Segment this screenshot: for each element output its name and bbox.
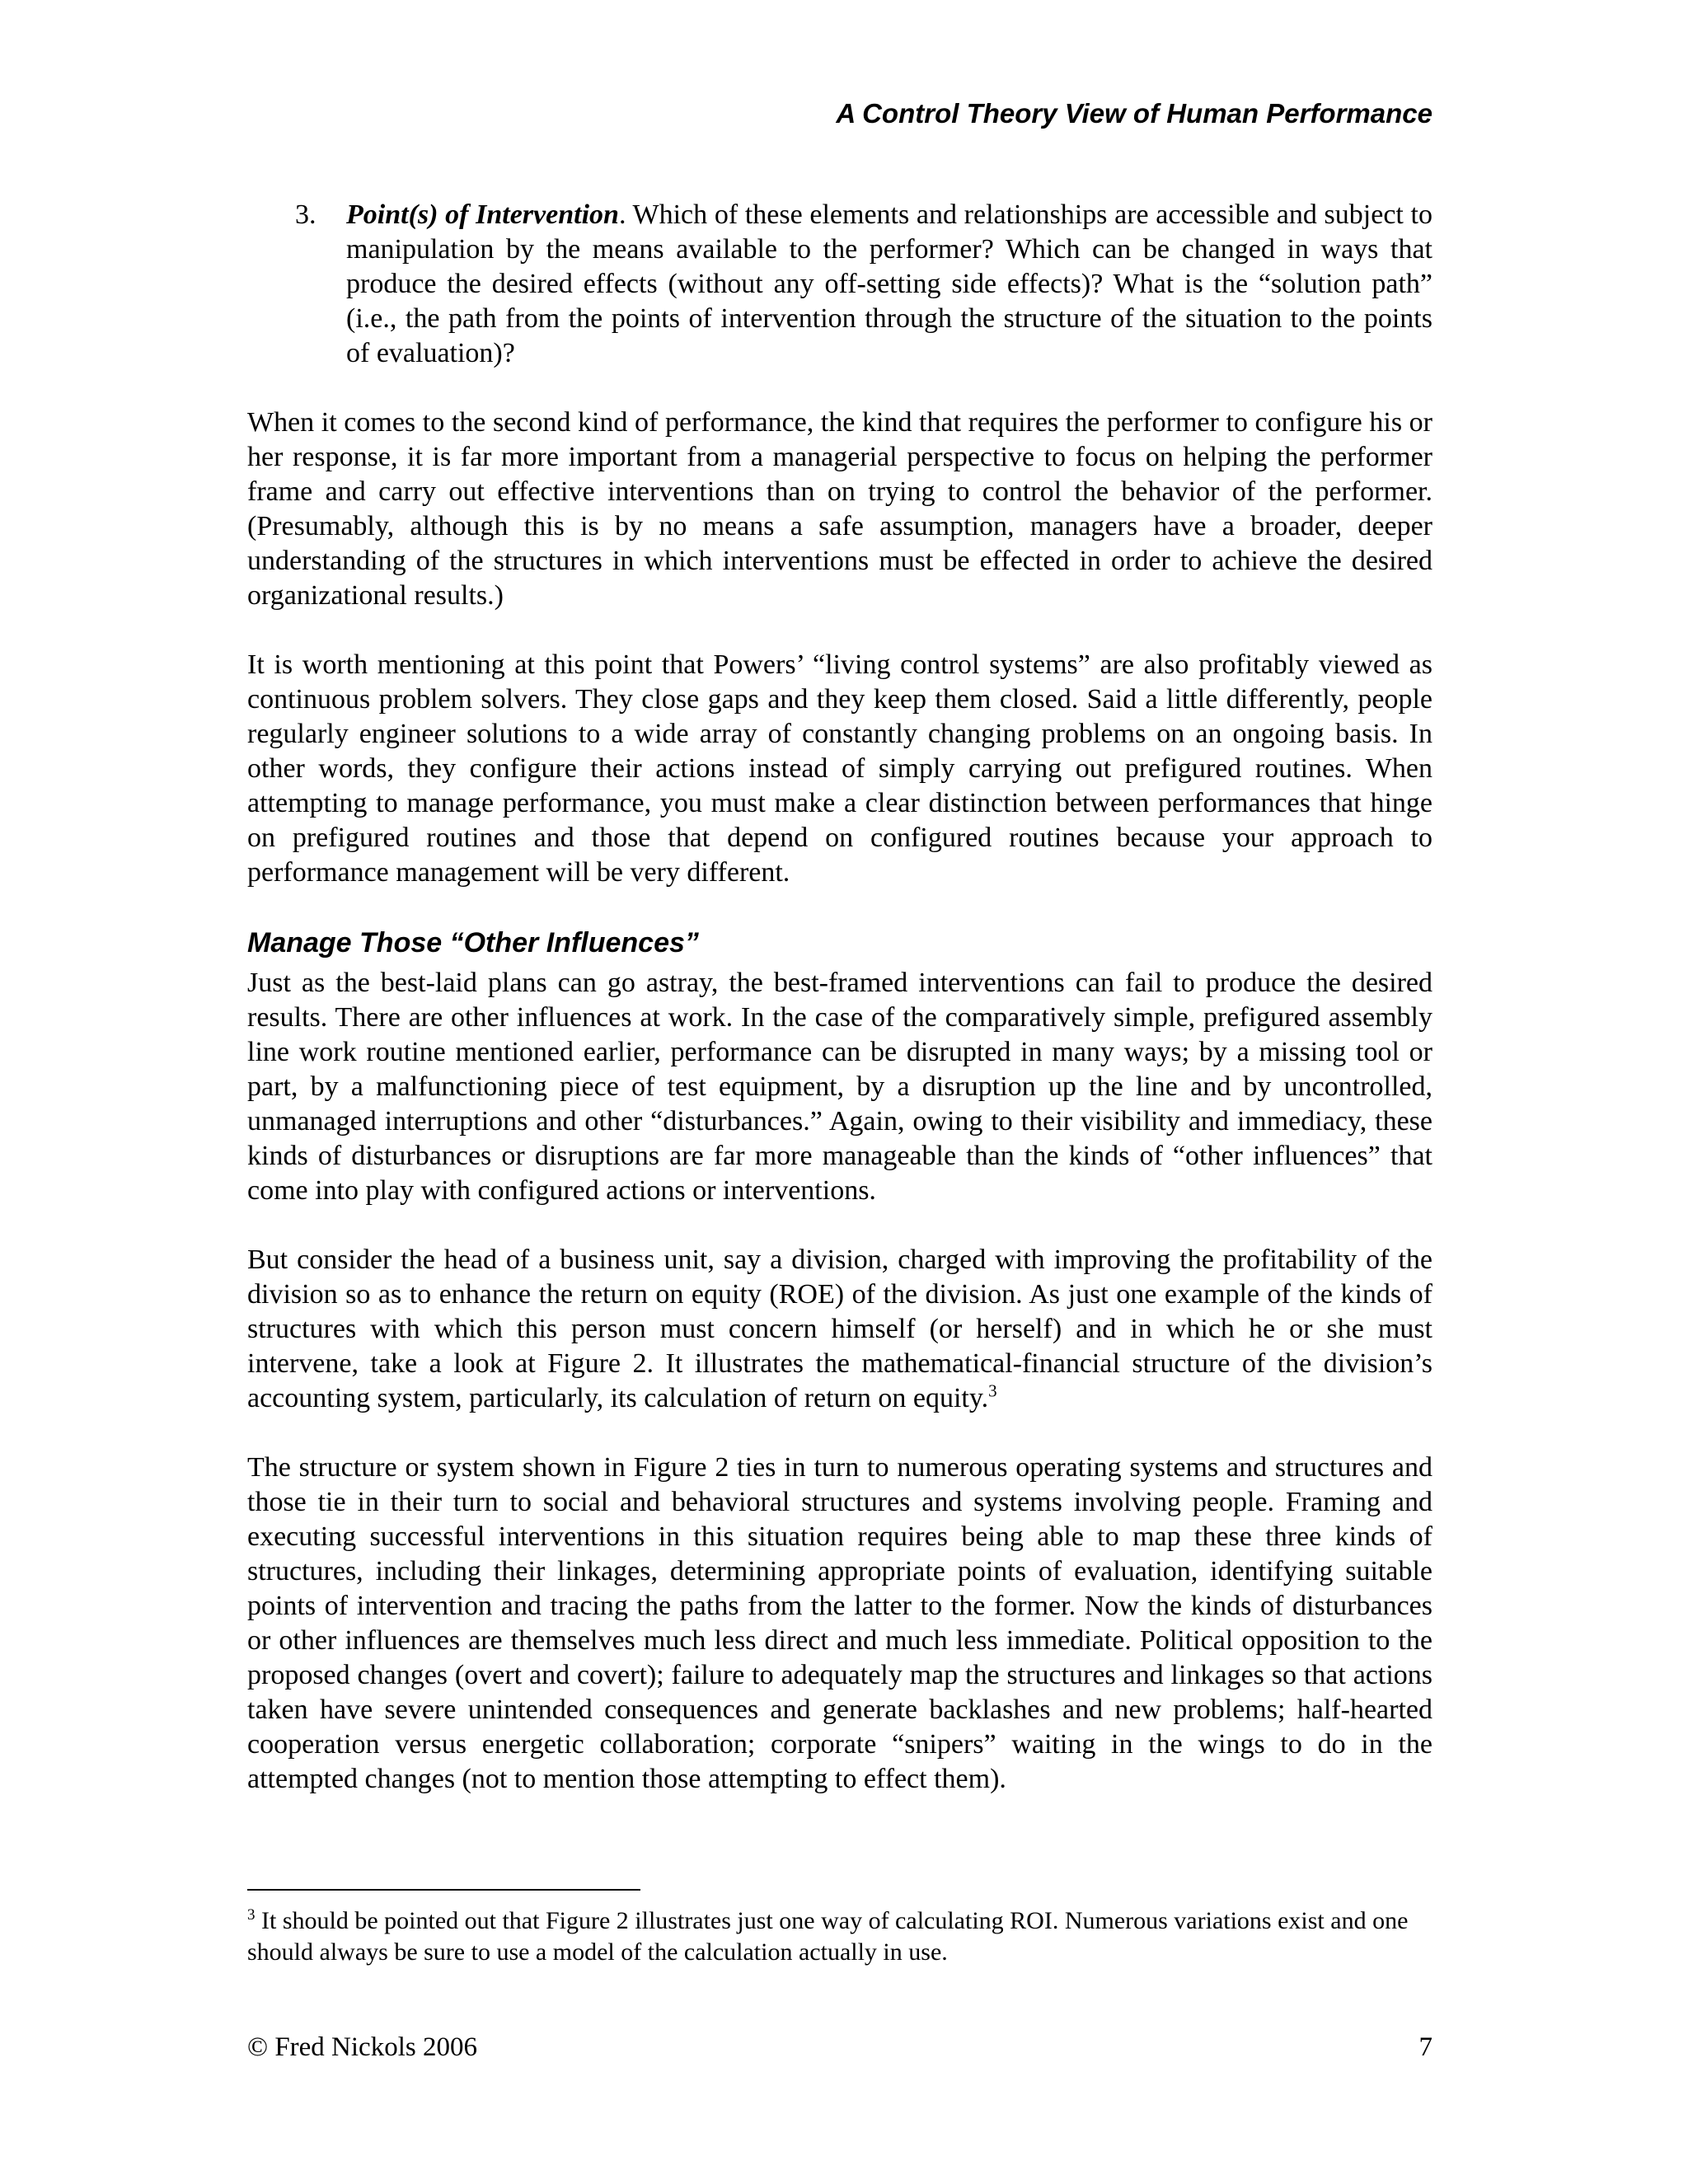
list-item-title: Point(s) of Intervention	[346, 199, 619, 230]
footnote-marker: 3	[247, 1906, 256, 1924]
footnote	[247, 1905, 1432, 1968]
paragraph-living-control-systems: It is worth mentioning at this point that Powers’ “living control systems” are also profitably viewed as continuous problem solvers. They close gaps and they keep them closed. Said a little differently, people regularly engineer solutions to a wide array of constantly changing problems on an ongoing basis. In other words, they configure their actions instead of simply carrying out prefigured routines. When attempting to manage performance, you must make a clear distinction between performances that hinge on prefigured routines and those that depend on configured routines because your approach to performance management will be very different.	[247, 649, 1432, 888]
paragraph-second-kind-performance: When it comes to the second kind of performance, the kind that requires the performer to configure his or her response, it is far more important from a managerial perspective to focus on helping the performer frame and carry out effective interventions than on trying to control the behavior of the performer. (Presumably, although this is by no means a safe assumption, managers have a broader, deeper understanding of the structures in which interventions must be effected in order to achieve the desired organizational results.)	[247, 407, 1432, 611]
section-heading: Manage Those “Other Influences”	[247, 927, 699, 958]
footnote-reference[interactable]: 3	[988, 1380, 997, 1401]
footer-page-number: 7	[1418, 2032, 1432, 2062]
footer-copyright: © Fred Nickols 2006	[247, 2032, 477, 2062]
list-item-number: 3.	[295, 199, 316, 230]
numbered-list-item	[247, 198, 1432, 371]
footnote-text: It should be pointed out that Figure 2 illustrates just one way of calculating ROI. Numerous variations exist and one should always be sure to use a model of the calculation actually in use.	[247, 1907, 1409, 1966]
running-header: A Control Theory View of Human Performance	[836, 98, 1432, 129]
body-text	[247, 198, 1432, 1831]
paragraph-structure-figure-2: The structure or system shown in Figure 2 ties in turn to numerous operating systems and structures and those tie in their turn to social and behavioral structures and systems involving people. Framing and executing successful interventions in this situation requires being able to map these three kinds of structures, including their linkages, determining appropriate points of evaluation, identifying suitable points of intervention and tracing the paths from the latter to the former. Now the kinds of disturbances or other influences are themselves much less direct and much less immediate. Political opposition to the proposed changes (overt and covert); failure to adequately map the structures and linkages so that actions taken have severe unintended consequences and generate backlashes and new problems; half-hearted cooperation versus energetic collaboration; corporate “snipers” waiting in the wings to do in the attempted changes (not to mention those attempting to effect them).	[247, 1452, 1432, 1794]
paragraph-business-unit-head-text: But consider the head of a business unit, say a division, charged with improving the profitability of the division so as to enhance the return on equity (ROE) of the division. As just one example of the kinds of structures with which this person must concern himself (or herself) and in which he or she must intervene, take a look at Figure 2. It illustrates the mathematical-financial structure of the division’s accounting system, particularly, its calculation of return on equity.	[247, 1244, 1432, 1413]
paragraph-business-unit-head	[247, 1243, 1432, 1416]
list-item-text: . Which of these elements and relationships are accessible and subject to manipulation by the means available to the performer? Which can be changed in ways that produce the desired effects (without any off-setting side effects)? What is the “solution path” (i.e., the path from the points of intervention through the structure of the situation to the points of evaluation)?	[346, 199, 1432, 368]
paragraph-best-laid-plans: Just as the best-laid plans can go astray, the best-framed interventions can fail to produce the desired results. There are other influences at work. In the case of the comparatively simple, prefigured assembly line work routine mentioned earlier, performance can be disrupted in many ways; by a missing tool or part, by a malfunctioning piece of test equipment, by a disruption up the line and by uncontrolled, unmanaged interruptions and other “disturbances.” Again, owing to their visibility and immediacy, these kinds of disturbances or disruptions are far more manageable than the kinds of “other influences” that come into play with configured actions or interventions.	[247, 968, 1432, 1206]
footnote-divider	[247, 1889, 640, 1891]
